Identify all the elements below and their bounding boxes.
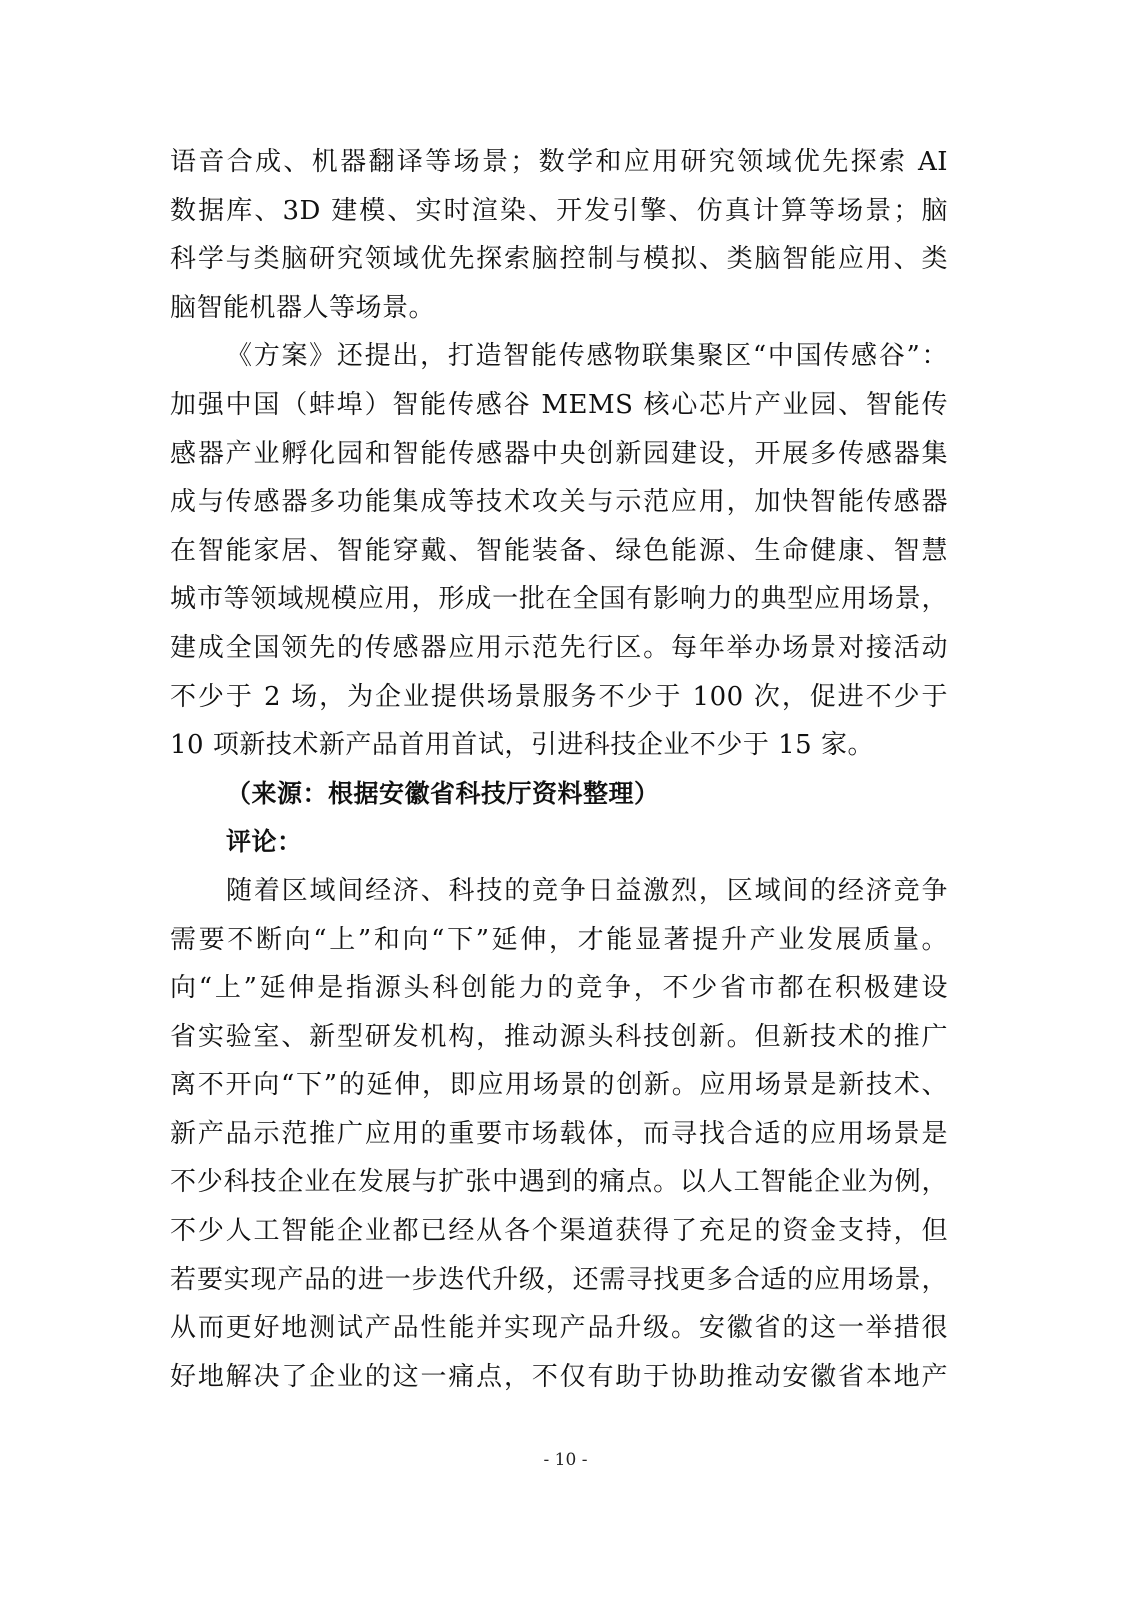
- comment-heading: 评论：: [226, 827, 303, 857]
- text-line: 建成全国领先的传感器应用示范先行区。每年举办场景对接活动: [170, 632, 948, 663]
- text-line: 10 项新技术新产品首用首试，引进科技企业不少于 15 家。: [170, 730, 874, 761]
- text-line: 加强中国（蚌埠）智能传感谷 MEMS 核心芯片产业园、智能传: [170, 389, 948, 420]
- text-line: 离不开向“下”的延伸，即应用场景的创新。应用场景是新技术、: [170, 1070, 948, 1101]
- paragraph-start-line: 《方案》还提出，打造智能传感物联集聚区“中国传感谷”：: [226, 341, 948, 372]
- text-line: 若要实现产品的进一步迭代升级，还需寻找更多合适的应用场景，: [170, 1264, 948, 1295]
- document-body: [170, 138, 948, 1401]
- text-line: 不少人工智能企业都已经从各个渠道获得了充足的资金支持，但: [170, 1216, 948, 1247]
- paragraph-start-line: 随着区域间经济、科技的竞争日益激烈，区域间的经济竞争: [226, 875, 948, 906]
- text-line: 语音合成、机器翻译等场景；数学和应用研究领域优先探索 AI: [170, 147, 948, 177]
- text-line: 从而更好地测试产品性能并实现产品升级。安徽省的这一举措很: [170, 1313, 948, 1344]
- text-line: 数据库、3D 建模、实时渲染、开发引擎、仿真计算等场景；脑: [170, 195, 948, 226]
- text-line: 脑智能机器人等场景。: [170, 292, 436, 323]
- text-line: 省实验室、新型研发机构，推动源头科技创新。但新技术的推广: [170, 1021, 948, 1052]
- text-line: 新产品示范推广应用的重要市场载体，而寻找合适的应用场景是: [170, 1118, 948, 1149]
- text-line: 城市等领域规模应用，形成一批在全国有影响力的典型应用场景，: [170, 584, 948, 615]
- text-line: 成与传感器多功能集成等技术攻关与示范应用，加快智能传感器: [170, 487, 948, 518]
- text-line: 在智能家居、智能穿戴、智能装备、绿色能源、生命健康、智慧: [170, 535, 948, 566]
- text-line: 需要不断向“上”和向“下”延伸，才能显著提升产业发展质量。: [170, 924, 948, 955]
- source-note: （来源：根据安徽省科技厅资料整理）: [226, 778, 660, 808]
- text-line: 不少于 2 场，为企业提供场景服务不少于 100 次，促进不少于: [170, 681, 948, 712]
- text-line: 好地解决了企业的这一痛点，不仅有助于协助推动安徽省本地产: [170, 1361, 948, 1392]
- text-line: 科学与类脑研究领域优先探索脑控制与模拟、类脑智能应用、类: [170, 244, 948, 275]
- text-line: 向“上”延伸是指源头科创能力的竞争，不少省市都在积极建设: [170, 973, 948, 1004]
- page-number: - 10 -: [543, 1450, 588, 1470]
- text-line: 不少科技企业在发展与扩张中遇到的痛点。以人工智能企业为例，: [170, 1167, 948, 1198]
- text-line: 感器产业孵化园和智能传感器中央创新园建设，开展多传感器集: [170, 438, 948, 469]
